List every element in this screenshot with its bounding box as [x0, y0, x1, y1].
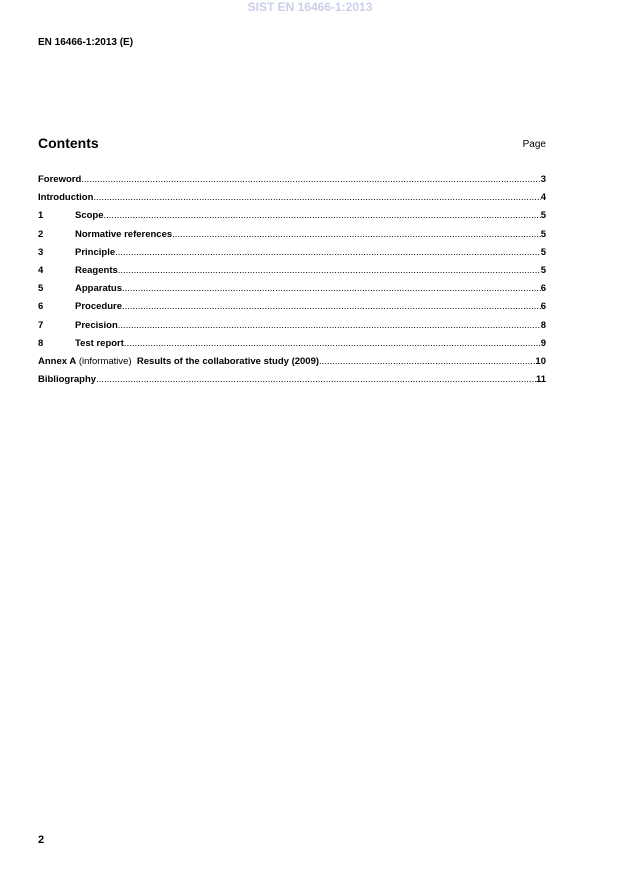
dot-leader	[81, 174, 540, 185]
toc-entry-bibliography[interactable]	[38, 374, 546, 392]
toc-entry-number: 8	[38, 337, 44, 349]
toc-entry-title: Normative references	[75, 228, 173, 240]
dot-leader	[124, 338, 541, 349]
dot-leader	[104, 210, 541, 221]
annex-qualifier: (informative)	[76, 355, 137, 367]
annex-prefix: Annex A	[38, 355, 77, 367]
dot-leader	[118, 265, 541, 276]
toc-entry-title	[38, 356, 319, 367]
toc-entry-title: Precision	[75, 319, 118, 331]
watermark: SIST EN 16466-1:2013	[247, 0, 373, 14]
toc-entry-introduction[interactable]	[38, 192, 546, 210]
toc-entry-procedure[interactable]	[38, 301, 546, 319]
toc-entry-title: Introduction	[38, 192, 94, 204]
dot-leader	[319, 356, 535, 367]
toc-entry-number: 7	[38, 319, 44, 331]
contents-heading: Contents	[38, 135, 99, 151]
page-column-label: Page	[522, 139, 546, 150]
toc-entry-scope[interactable]	[38, 210, 546, 228]
toc-entry-reagents[interactable]	[38, 265, 546, 283]
toc-entry-test-report[interactable]	[38, 338, 546, 356]
toc-entry-page: 9	[540, 337, 546, 349]
dot-leader	[122, 283, 541, 294]
toc-entry-page: 5	[540, 264, 546, 276]
toc-entry-page: 6	[540, 283, 546, 295]
toc-entry-precision[interactable]	[38, 320, 546, 338]
toc-entry-apparatus[interactable]	[38, 283, 546, 301]
toc-entry-foreword[interactable]	[38, 174, 546, 192]
dot-leader	[115, 247, 541, 258]
toc-entry-title: Foreword	[38, 174, 82, 185]
toc-entry-page: 5	[540, 210, 546, 222]
toc-entry-number: 6	[38, 301, 44, 313]
toc-entry-number: 5	[38, 283, 44, 295]
toc-entry-title: Principle	[75, 246, 116, 258]
annex-title: Results of the collaborative study (2009)	[136, 355, 320, 367]
toc-entry-annex-a[interactable]	[38, 356, 546, 374]
toc-entry-principle[interactable]	[38, 247, 546, 265]
toc-entry-title: Apparatus	[75, 283, 122, 295]
dot-leader	[96, 374, 536, 385]
page-number: 2	[38, 834, 45, 846]
toc-entry-normative-references[interactable]	[38, 229, 546, 247]
toc-entry-page: 4	[540, 192, 546, 204]
toc-entry-title: Procedure	[75, 301, 122, 313]
toc-entry-title: Scope	[75, 210, 104, 222]
dot-leader	[93, 192, 540, 203]
dot-leader	[118, 320, 541, 331]
toc-entry-number: 1	[38, 210, 44, 222]
toc-entry-page: 5	[540, 246, 546, 258]
dot-leader	[172, 229, 541, 240]
toc-entry-page: 3	[540, 174, 546, 185]
toc-entry-number: 2	[38, 228, 44, 240]
dot-leader	[122, 301, 541, 312]
toc-entry-title: Bibliography	[38, 374, 97, 386]
toc-entry-page: 10	[535, 355, 546, 367]
document-id: EN 16466-1:2013 (E)	[38, 37, 134, 48]
toc-entry-title: Reagents	[75, 264, 118, 276]
table-of-contents	[38, 174, 546, 392]
toc-entry-page: 11	[535, 374, 546, 386]
toc-entry-title: Test report	[75, 337, 124, 349]
toc-entry-page: 8	[540, 319, 546, 331]
toc-entry-page: 6	[540, 301, 546, 313]
toc-entry-number: 4	[38, 264, 44, 276]
toc-entry-number: 3	[38, 246, 44, 258]
toc-entry-page: 5	[540, 228, 546, 240]
